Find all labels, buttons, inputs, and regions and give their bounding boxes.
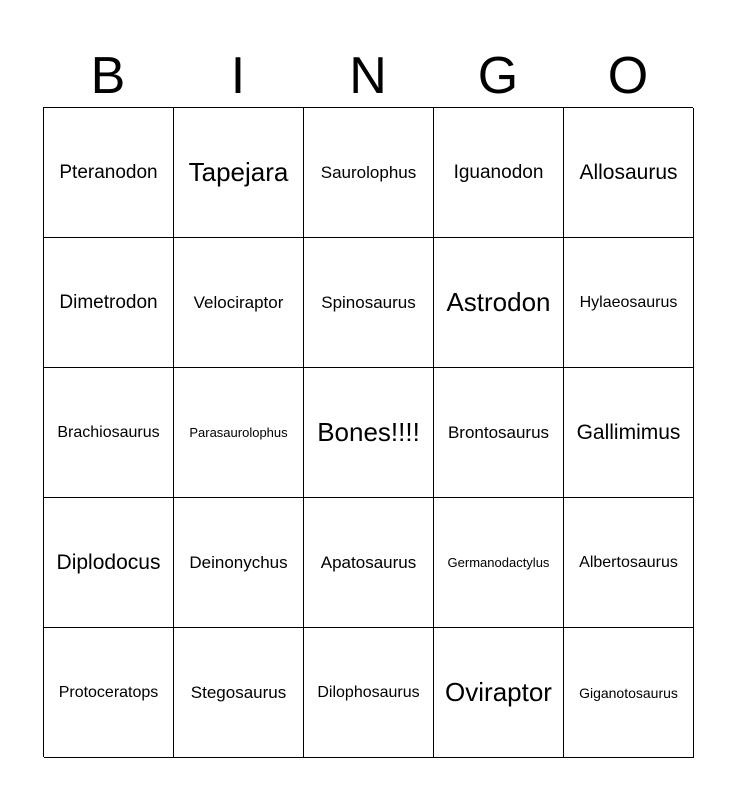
bingo-cell-r4-c4[interactable] [434, 498, 564, 628]
bingo-cell-r2-c1[interactable] [44, 238, 174, 368]
bingo-cell-r2-c5[interactable] [564, 238, 694, 368]
cell-label: Brontosaurus [447, 422, 550, 442]
cell-label: Stegosaurus [190, 682, 287, 702]
cell-label: Diplodocus [56, 550, 161, 574]
bingo-cell-r1-c4[interactable] [434, 108, 564, 238]
cell-label: Tapejara [188, 157, 289, 187]
bingo-cell-r4-c1[interactable] [44, 498, 174, 628]
header-letter-g: G [477, 47, 519, 105]
bingo-cell-r1-c5[interactable] [564, 108, 694, 238]
cell-label: Protoceratops [58, 683, 159, 701]
bingo-cell-r2-c3[interactable] [304, 238, 434, 368]
header-letter-b: B [90, 47, 126, 105]
bingo-cell-r1-c2[interactable] [174, 108, 304, 238]
bingo-cell-r3-c2[interactable] [174, 368, 304, 498]
bingo-cell-r3-c4[interactable] [434, 368, 564, 498]
bingo-cell-r3-c3[interactable] [304, 368, 434, 498]
bingo-header [43, 46, 693, 106]
cell-label: Dilophosaurus [317, 683, 420, 701]
bingo-cell-r2-c2[interactable] [174, 238, 304, 368]
bingo-cell-r4-c3[interactable] [304, 498, 434, 628]
bingo-cell-r4-c2[interactable] [174, 498, 304, 628]
cell-label: Allosaurus [579, 160, 678, 184]
cell-label: Gallimimus [576, 420, 681, 444]
bingo-cell-r5-c3[interactable] [304, 628, 434, 758]
bingo-cell-r3-c1[interactable] [44, 368, 174, 498]
bingo-cell-r1-c1[interactable] [44, 108, 174, 238]
bingo-cell-r1-c3[interactable] [304, 108, 434, 238]
cell-label: Giganotosaurus [579, 684, 678, 701]
cell-label: Astrodon [446, 287, 551, 317]
bingo-cell-r5-c4[interactable] [434, 628, 564, 758]
cell-label: Dimetrodon [59, 291, 158, 313]
cell-label: Pteranodon [59, 161, 158, 183]
bingo-cell-r4-c5[interactable] [564, 498, 694, 628]
cell-label: Parasaurolophus [189, 425, 288, 440]
cell-label: Deinonychus [189, 552, 288, 572]
bingo-cell-r2-c4[interactable] [434, 238, 564, 368]
cell-label: Oviraptor [445, 677, 552, 707]
cell-label: Iguanodon [453, 161, 544, 183]
cell-label: Apatosaurus [320, 552, 417, 572]
bingo-cell-r3-c5[interactable] [564, 368, 694, 498]
cell-label: Brachiosaurus [57, 423, 160, 441]
cell-label: Spinosaurus [321, 292, 416, 312]
bingo-board [43, 107, 693, 757]
cell-label: Saurolophus [320, 162, 417, 182]
cell-label: Hylaeosaurus [579, 293, 678, 311]
cell-label: Albertosaurus [579, 553, 678, 571]
free-space-label: Bones!!!! [317, 417, 420, 447]
cell-label: Germanodactylus [447, 555, 550, 570]
header-letter-n: N [349, 47, 387, 105]
bingo-cell-r5-c1[interactable] [44, 628, 174, 758]
cell-label: Velociraptor [193, 292, 284, 312]
header-letter-o: O [607, 47, 649, 105]
bingo-cell-r5-c5[interactable] [564, 628, 694, 758]
header-letter-i: I [230, 47, 246, 105]
bingo-cell-r5-c2[interactable] [174, 628, 304, 758]
